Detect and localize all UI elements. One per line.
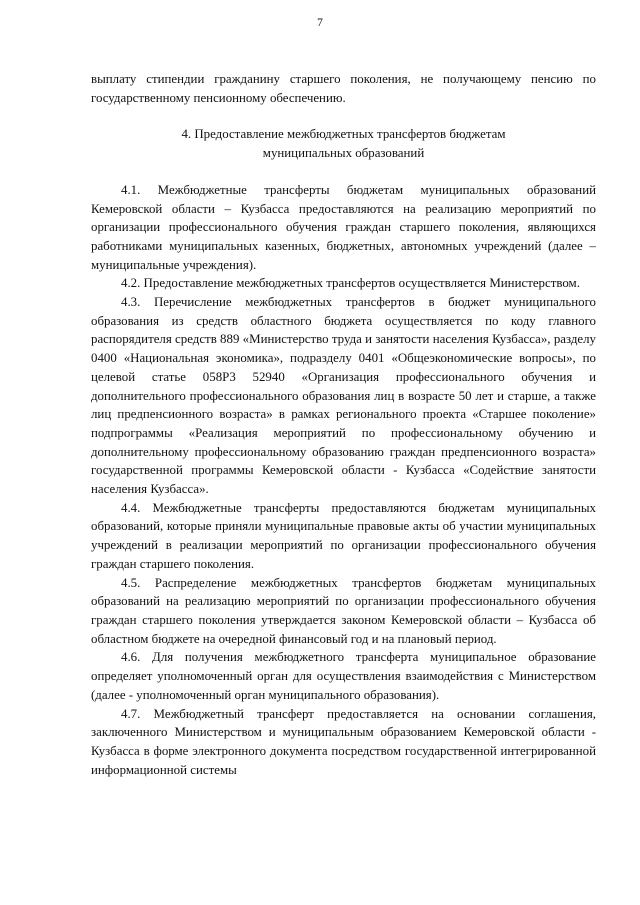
section-title-line-2: муниципальных образований	[262, 146, 425, 161]
paragraph-4-3: 4.3. Перечисление межбюджетных трансфертов в бюджет муниципального образования из средств областного бюджета осуществляется по коду главного распорядителя средств 889 «Министерство труда и занятости населения Кузбасса», разделу 0400 «Национальная экономика», подразделу 0401 «Общеэкономические вопросы», по целевой статье 058Р3 52940 «Организация профессионального обучения и дополнительного профессионального образования лиц в возрасте 50 лет и старше, а также лиц предпенсионного возраста» в рамках регионального проекта «Старшее поколение» подпрограммы «Реализация мероприятий по профессиональному обучению и дополнительному профессиональному образованию граждан предпенсионного возраста» государственной программы Кемеровской области - Кузбасса «Содействие занятости населения Кузбасса».	[91, 295, 596, 497]
document-body	[91, 70, 596, 779]
section-title-line-1: 4. Предоставление межбюджетных трансфертов бюджетам	[181, 127, 506, 142]
section-heading	[91, 125, 596, 162]
paragraph-4-5: 4.5. Распределение межбюджетных трансфертов бюджетам муниципальных образований на реализацию мероприятий по организации профессионального обучения граждан старшего поколения утверждается законом Кемеровской области – Кузбасса об областном бюджете на очередной финансовый год и на плановый период.	[91, 575, 596, 646]
paragraph-4-1: 4.1. Межбюджетные трансферты бюджетам муниципальных образований Кемеровской области – Кузбасса предоставляются на реализацию мероприятий по организации профессионального обучения граждан старшего поколения, являющихся работниками муниципальных казенных, бюджетных, автономных учреждений (далее – муниципальные учреждения).	[91, 182, 596, 272]
paragraph-4-6: 4.6. Для получения межбюджетного трансферта муниципальное образование определяет уполномоченный орган для осуществления взаимодействия с Министерством (далее - уполномоченный орган муниципального образования).	[91, 650, 596, 702]
intro-paragraph: выплату стипендии гражданину старшего поколения, не получающему пенсию по государственному пенсионному обеспечению.	[91, 72, 596, 105]
paragraph-4-7: 4.7. Межбюджетный трансферт предоставляется на основании соглашения, заключенного Министерством и муниципальным образованием Кемеровской области - Кузбасса в форме электронного документа посредством государственной интегрированной информационной системы	[91, 706, 596, 777]
paragraph-4-2: 4.2. Предоставление межбюджетных трансфертов осуществляется Министерством.	[121, 276, 580, 291]
page-number: 7	[317, 17, 323, 29]
paragraph-4-4: 4.4. Межбюджетные трансферты предоставляются бюджетам муниципальных образований, которые приняли муниципальные правовые акты об участии муниципальных учреждений в реализации мероприятий по организации профессионального обучения граждан старшего поколения.	[91, 500, 596, 571]
